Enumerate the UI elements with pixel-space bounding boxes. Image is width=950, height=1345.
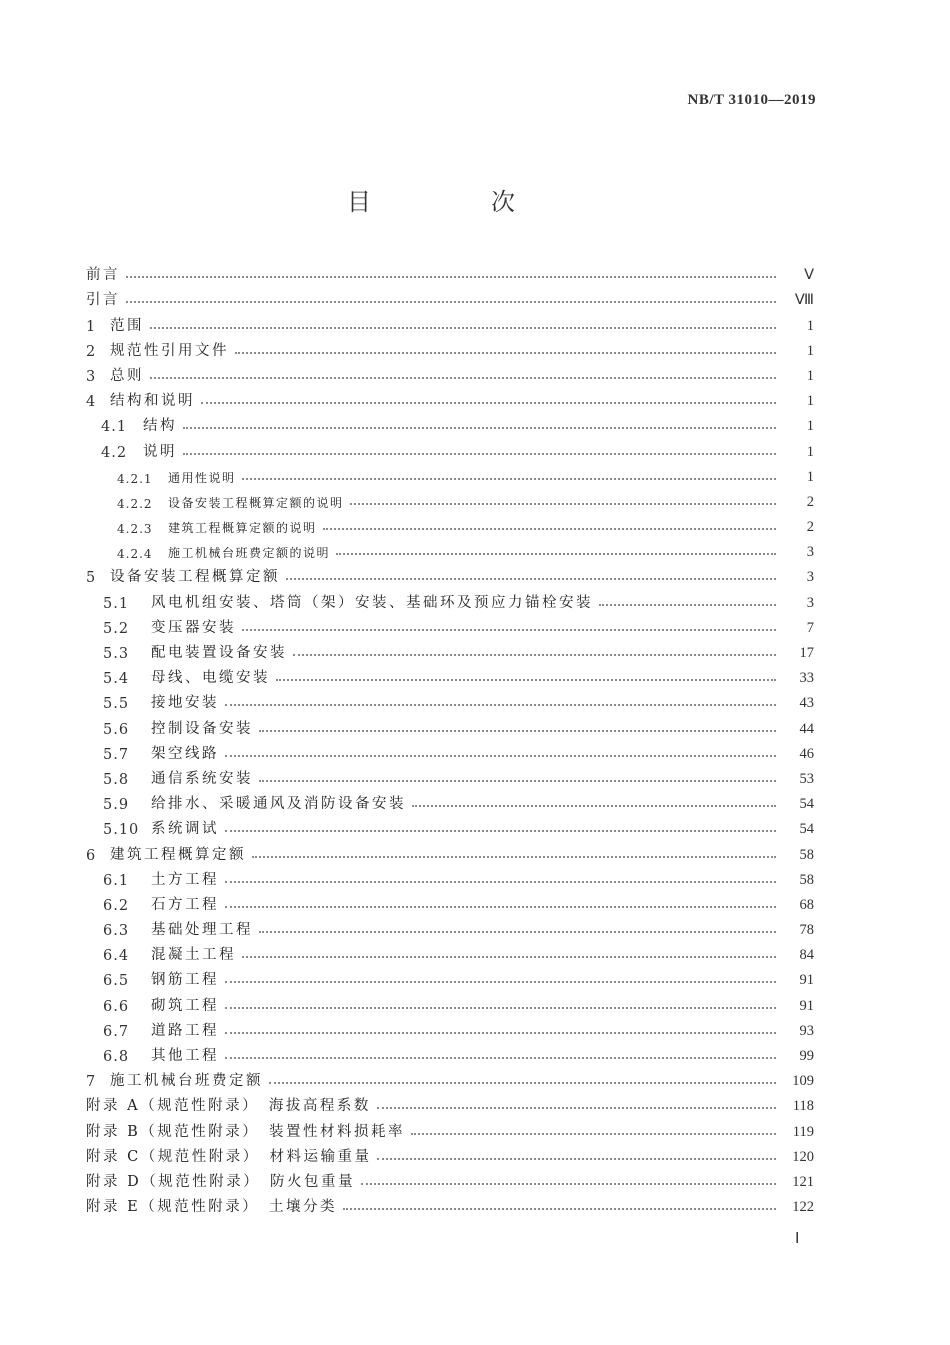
toc-entry-number: 6 (86, 847, 97, 864)
toc-entry-label: 给排水、采暖通风及消防设备安装 (151, 796, 406, 813)
dot-leader (183, 427, 776, 429)
toc-entry-label: 说明 (143, 443, 177, 460)
toc-entry-page: 1 (806, 317, 814, 334)
toc-entry-number: 5.2 (103, 620, 130, 637)
toc-entry-label: 钢筋工程 (151, 972, 219, 989)
toc-entry[interactable] (86, 1015, 814, 1040)
dot-leader (350, 503, 776, 505)
toc-entry-page: 3 (806, 569, 814, 586)
toc-entry-label: 建筑工程概算定额的说明 (168, 521, 317, 536)
toc-entry-page: 118 (792, 1098, 814, 1115)
toc-entry-page: 58 (799, 871, 814, 888)
toc-entry[interactable] (86, 586, 814, 611)
toc-entry-page: 58 (799, 846, 814, 863)
toc-entry[interactable] (86, 1040, 814, 1065)
toc-entry-number: 5.5 (103, 696, 130, 713)
toc-entry-label: 附录 A（规范性附录） 海拔高程系数 (86, 1098, 371, 1115)
toc-entry-page: 54 (799, 821, 814, 838)
toc-entry-page: 1 (806, 443, 814, 460)
toc-entry-page: 3 (806, 594, 814, 611)
toc-entry[interactable] (86, 486, 814, 511)
toc-entry-number: 5.3 (103, 646, 130, 662)
toc-entry-label: 设备安装工程概算定额 (110, 569, 280, 586)
dot-leader (323, 528, 776, 530)
toc-entry[interactable] (86, 964, 814, 989)
toc-entry-number: 4.2 (101, 444, 128, 461)
toc-entry[interactable] (86, 561, 814, 586)
toc-entry[interactable] (86, 335, 814, 360)
toc-entry-page: 46 (799, 745, 814, 762)
toc-entry[interactable] (86, 435, 814, 460)
toc-entry-number: 5.6 (103, 721, 130, 738)
toc-entry-label: 土方工程 (151, 871, 219, 888)
toc-entry[interactable] (86, 511, 814, 536)
dot-leader (599, 604, 776, 606)
toc-entry[interactable] (86, 1141, 814, 1166)
toc-entry-label: 系统调试 (151, 821, 219, 838)
toc-entry-page: 1 (806, 393, 814, 410)
toc-entry-page: 121 (792, 1173, 814, 1190)
toc-entry-label: 附录 C（规范性附录） 材料运输重量 (86, 1148, 372, 1165)
toc-entry[interactable] (86, 889, 814, 914)
toc-entry-number: 4.2.1 (117, 471, 153, 486)
toc-entry-label: 道路工程 (151, 1022, 219, 1039)
toc-entry-number: 4.2.2 (117, 496, 153, 511)
toc-entry-page: 109 (792, 1073, 814, 1090)
dot-leader (126, 276, 776, 278)
toc-entry-number: 4.2.3 (117, 522, 153, 537)
toc-entry[interactable] (86, 763, 814, 788)
toc-entry[interactable] (86, 939, 814, 964)
toc-entry-label: 引言 (86, 292, 120, 309)
dot-leader (150, 327, 776, 329)
toc-entry-page: 1 (806, 468, 814, 485)
dot-leader (225, 1032, 776, 1034)
toc-entry-label: 变压器安装 (151, 619, 236, 636)
toc-entry-page: 1 (806, 418, 814, 435)
toc-entry-page: 2 (806, 519, 814, 536)
toc-entry-label: 附录 E（规范性附录） 土壤分类 (86, 1199, 337, 1216)
toc-entry-page: 1 (806, 367, 814, 384)
toc-entry-number: 6.1 (103, 872, 130, 889)
toc-entry[interactable] (86, 687, 814, 712)
dot-leader (225, 755, 776, 757)
toc-entry[interactable] (86, 259, 814, 284)
toc-entry[interactable] (86, 1115, 814, 1140)
toc-entry-number: 4 (86, 394, 97, 411)
toc-entry-label: 通用性说明 (168, 470, 236, 485)
dot-leader (225, 830, 776, 832)
toc-entry-number: 5 (86, 570, 97, 587)
toc-entry[interactable] (86, 838, 814, 863)
toc-entry-label: 架空线路 (151, 745, 219, 762)
toc-entry-label: 施工机械台班费定额的说明 (168, 546, 331, 561)
dot-leader (361, 1183, 776, 1185)
toc-entry-label: 结构 (143, 418, 177, 435)
toc-entry-label: 通信系统安装 (151, 770, 253, 787)
dot-leader (377, 1158, 776, 1160)
toc-entry[interactable] (86, 1065, 814, 1090)
dot-leader (412, 805, 776, 807)
toc-entry-page: 1 (806, 342, 814, 359)
toc-entry-label: 总则 (110, 367, 144, 384)
toc-entry[interactable] (86, 637, 814, 662)
toc-entry-label: 附录 B（规范性附录） 装置性材料损耗率 (86, 1123, 406, 1140)
toc-entry-page: 33 (799, 670, 814, 687)
document-code: NB/T 31010—2019 (687, 92, 816, 108)
toc-entry-page: Ⅷ (794, 292, 814, 309)
toc-entry[interactable] (86, 1090, 814, 1115)
dot-leader (242, 956, 776, 958)
dot-leader (286, 578, 776, 580)
dot-leader (225, 1057, 776, 1059)
toc-entry-label: 风电机组安装、塔筒（架）安装、基础环及预应力锚栓安装 (151, 594, 593, 611)
toc-entry-number: 6.8 (103, 1049, 130, 1065)
toc-entry-label: 母线、电缆安装 (151, 670, 270, 687)
dot-leader (183, 453, 776, 455)
toc-entry[interactable] (86, 1166, 814, 1191)
toc-entry[interactable] (86, 813, 814, 838)
toc-entry-label: 接地安装 (151, 695, 219, 712)
dot-leader (276, 679, 776, 681)
toc-entry-page: 84 (799, 947, 814, 964)
toc-entry-label: 附录 D（规范性附录） 防火包重量 (86, 1173, 355, 1190)
dot-leader (377, 1107, 776, 1109)
dot-leader (293, 654, 776, 656)
toc-entry-label: 规范性引用文件 (110, 342, 229, 359)
toc-entry[interactable] (86, 788, 814, 813)
toc-entry-label: 石方工程 (151, 896, 219, 913)
toc-entry-number: 6.7 (103, 1023, 130, 1040)
toc-entry-label: 建筑工程概算定额 (110, 846, 246, 863)
toc-entry[interactable] (86, 864, 814, 889)
toc-entry-label: 控制设备安装 (151, 720, 253, 737)
toc-entry-number: 4.1 (101, 419, 128, 436)
dot-leader (225, 981, 776, 983)
toc-entry-number: 2 (86, 343, 97, 360)
toc-entry-number: 6.4 (103, 948, 130, 965)
toc-entry[interactable] (86, 1191, 814, 1216)
toc-entry-page: 120 (792, 1148, 814, 1165)
page-number: Ⅰ (795, 1231, 800, 1247)
page-title: 目 次 (347, 188, 563, 216)
toc-entry-page: 17 (799, 645, 814, 661)
toc-entry[interactable] (86, 536, 814, 561)
toc-entry-number: 6.6 (103, 998, 130, 1015)
toc-entry[interactable] (86, 712, 814, 737)
toc-entry[interactable] (86, 989, 814, 1014)
toc-entry[interactable] (86, 612, 814, 637)
toc-entry-number: 5.7 (103, 746, 130, 763)
dot-leader (126, 301, 776, 303)
toc-entry-number: 6.5 (103, 973, 130, 990)
dot-leader (411, 1133, 776, 1135)
dot-leader (259, 780, 776, 782)
dot-leader (150, 377, 776, 379)
toc-entry-number: 5.8 (103, 771, 130, 788)
toc-entry[interactable] (86, 738, 814, 763)
toc-entry-number: 6.2 (103, 897, 130, 914)
toc-entry-number: 4.2.4 (117, 547, 153, 562)
toc-entry-label: 设备安装工程概算定额的说明 (168, 495, 344, 510)
dot-leader (336, 553, 776, 555)
dot-leader (225, 906, 776, 908)
toc-entry[interactable] (86, 360, 814, 385)
toc-entry-page: 3 (806, 544, 814, 561)
dot-leader (225, 1007, 776, 1009)
toc-entry-page: 91 (799, 972, 814, 989)
toc-entry-page: 54 (799, 796, 814, 813)
dot-leader (235, 352, 776, 354)
toc-entry-page: 93 (799, 1022, 814, 1039)
toc-entry-label: 前言 (86, 267, 120, 284)
toc-entry-page: 53 (799, 770, 814, 787)
toc-entry-page: 44 (799, 720, 814, 737)
dot-leader (259, 931, 776, 933)
toc-entry-number: 1 (86, 318, 97, 335)
toc-entry-number: 7 (86, 1074, 97, 1091)
toc-entry-number: 5.4 (103, 671, 130, 688)
toc-entry-number: 5.10 (103, 822, 140, 839)
toc-entry-number: 5.9 (103, 797, 130, 814)
toc-entry[interactable] (86, 662, 814, 687)
dot-leader (201, 402, 776, 404)
table-of-contents (86, 259, 814, 1216)
toc-entry-number: 3 (86, 368, 97, 385)
dot-leader (242, 478, 776, 480)
toc-entry-label: 基础处理工程 (151, 922, 253, 939)
dot-leader (252, 856, 776, 858)
toc-entry-page: 119 (792, 1123, 814, 1140)
toc-entry-page: 2 (806, 493, 814, 510)
toc-entry-page: Ⅴ (804, 267, 814, 284)
toc-entry[interactable] (86, 309, 814, 334)
toc-entry-label: 混凝土工程 (151, 947, 236, 964)
toc-entry-page: 91 (799, 997, 814, 1014)
toc-entry-page: 7 (806, 619, 814, 636)
toc-entry-label: 结构和说明 (110, 393, 195, 410)
toc-entry-label: 其他工程 (151, 1048, 219, 1064)
toc-entry-label: 范围 (110, 317, 144, 334)
toc-entry[interactable] (86, 284, 814, 309)
toc-entry-number: 6.3 (103, 923, 130, 940)
toc-entry[interactable] (86, 461, 814, 486)
dot-leader (225, 881, 776, 883)
toc-entry-page: 99 (799, 1048, 814, 1064)
toc-entry-page: 78 (799, 922, 814, 939)
toc-entry-page: 68 (799, 896, 814, 913)
dot-leader (225, 704, 776, 706)
toc-entry-label: 砌筑工程 (151, 997, 219, 1014)
dot-leader (242, 629, 776, 631)
dot-leader (343, 1208, 776, 1210)
toc-entry[interactable] (86, 914, 814, 939)
toc-entry-page: 43 (799, 695, 814, 712)
toc-entry[interactable] (86, 385, 814, 410)
toc-entry-page: 122 (792, 1199, 814, 1216)
toc-entry-label: 施工机械台班费定额 (110, 1073, 263, 1090)
toc-entry[interactable] (86, 410, 814, 435)
toc-entry-number: 5.1 (103, 595, 130, 612)
dot-leader (269, 1082, 776, 1084)
dot-leader (259, 730, 776, 732)
toc-entry-label: 配电装置设备安装 (151, 645, 287, 661)
